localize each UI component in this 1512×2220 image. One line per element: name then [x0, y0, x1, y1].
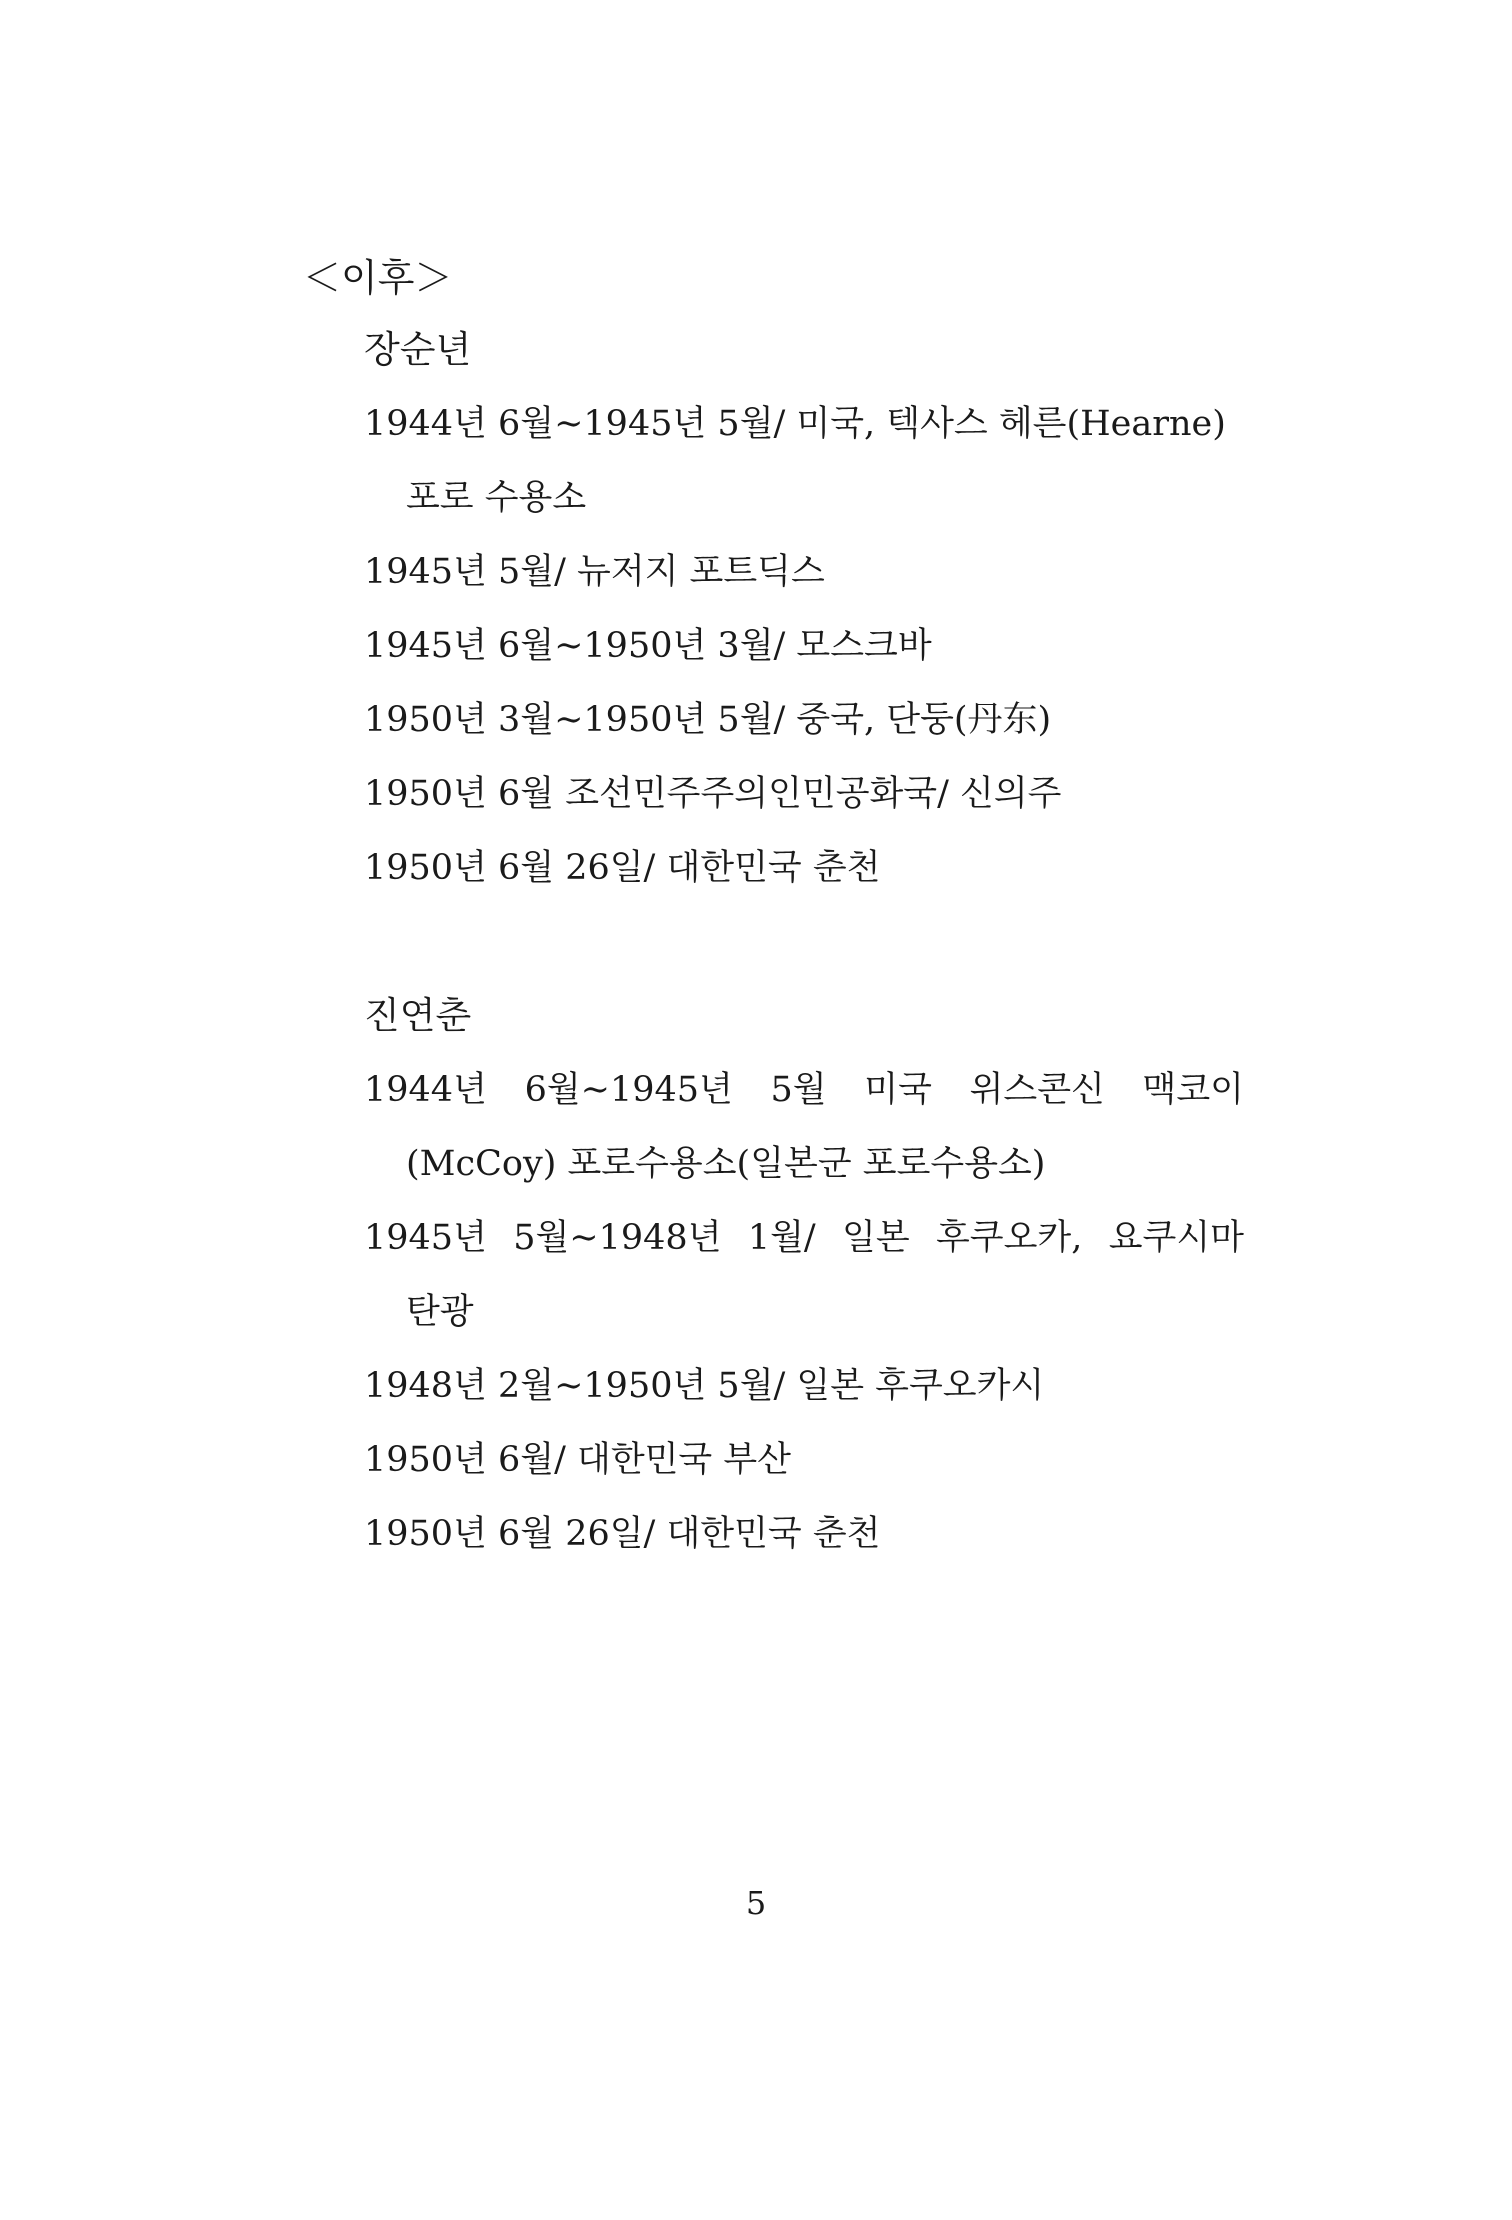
- timeline-entry-continuation: (McCoy) 포로수용소(일본군 포로수용소): [406, 1144, 1046, 1184]
- timeline-entry: 1950년 6월/ 대한민국 부산: [364, 1440, 791, 1480]
- timeline-entry: 1948년 2월∼1950년 5월/ 일본 후쿠오카시: [364, 1366, 1045, 1406]
- timeline-entry: [364, 1208, 1244, 1268]
- person-name-jang: 장순년: [364, 328, 472, 371]
- entry-word: 후쿠오카,: [936, 1218, 1083, 1258]
- entry-word: 미국: [864, 1070, 932, 1110]
- person-name-jin: 진연춘: [364, 994, 472, 1037]
- entry-word: 6월∼1945년: [524, 1070, 733, 1110]
- timeline-entry: 1950년 6월 26일/ 대한민국 춘천: [364, 848, 881, 888]
- entry-word: 요쿠시마: [1108, 1218, 1244, 1258]
- timeline-entry: 1950년 6월 26일/ 대한민국 춘천: [364, 1514, 881, 1554]
- timeline-entry-continuation: 포로 수용소: [406, 478, 587, 518]
- entry-word: 위스콘신: [969, 1070, 1105, 1110]
- timeline-entry: 1945년 6월∼1950년 3월/ 모스크바: [364, 626, 932, 666]
- entry-word: 5월: [770, 1070, 827, 1110]
- timeline-entry: 1950년 6월 조선민주주의인민공화국/ 신의주: [364, 774, 1062, 814]
- entry-word: 1944년: [364, 1070, 487, 1110]
- entry-word: 1945년: [364, 1218, 487, 1258]
- timeline-entry: [364, 1060, 1244, 1120]
- entry-word: 맥코이: [1142, 1070, 1244, 1110]
- entry-word: 5월∼1948년: [513, 1218, 722, 1258]
- entry-word: 1월/: [747, 1218, 816, 1258]
- section-heading: ＜이후＞: [303, 256, 453, 300]
- timeline-entry: 1945년 5월/ 뉴저지 포트딕스: [364, 552, 825, 592]
- page-number: 5: [745, 1884, 767, 1922]
- timeline-entry-continuation: 탄광: [406, 1292, 474, 1332]
- timeline-entry: 1944년 6월∼1945년 5월/ 미국, 텍사스 헤른(Hearne): [364, 404, 1226, 444]
- entry-word: 일본: [842, 1218, 910, 1258]
- timeline-entry: 1950년 3월∼1950년 5월/ 중국, 단둥(丹东): [364, 700, 1052, 740]
